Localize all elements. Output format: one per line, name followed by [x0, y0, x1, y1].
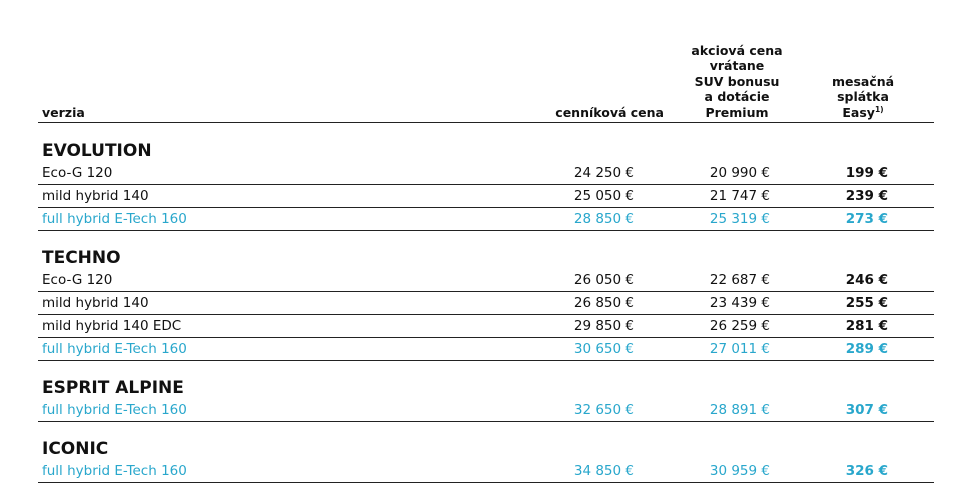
monthly-payment-cell: 326 €: [845, 463, 888, 479]
model-group: [38, 247, 934, 361]
header-promo-line: vrátane: [709, 58, 765, 73]
header-monthly: [818, 74, 908, 121]
list-price-cell: 32 650 €: [573, 402, 634, 418]
monthly-payment-cell: 199 €: [845, 165, 888, 181]
promo-price-cell: 30 959 €: [709, 463, 770, 479]
header-promo-price: [674, 43, 800, 121]
table-row: [38, 338, 934, 361]
table-row: [38, 460, 934, 483]
header-version: verzia: [42, 104, 85, 120]
model-group: [38, 140, 934, 231]
monthly-payment-cell: 255 €: [845, 295, 888, 311]
monthly-payment-cell: 289 €: [845, 341, 888, 357]
promo-price-cell: 22 687 €: [709, 272, 770, 288]
list-price-cell: 30 650 €: [573, 341, 634, 357]
list-price-cell: 24 250 €: [573, 165, 634, 181]
list-price-cell: 25 050 €: [573, 188, 634, 204]
monthly-payment-cell: 239 €: [845, 188, 888, 204]
header-monthly-line: mesačná: [831, 73, 895, 89]
promo-price-cell: 27 011 €: [709, 341, 770, 357]
promo-price-cell: 20 990 €: [709, 165, 770, 181]
promo-price-cell: 23 439 €: [709, 295, 770, 311]
header-promo-line: a dotácie: [704, 89, 770, 104]
monthly-payment-cell: 246 €: [845, 272, 888, 288]
table-row: [38, 162, 934, 185]
header-list-price: cenníková cena: [555, 104, 664, 120]
list-price-cell: 29 850 €: [573, 318, 634, 334]
version-cell: full hybrid E-Tech 160: [42, 211, 187, 227]
promo-price-cell: 26 259 €: [709, 318, 770, 334]
monthly-payment-cell: 307 €: [845, 402, 888, 418]
list-price-cell: 28 850 €: [573, 211, 634, 227]
version-cell: mild hybrid 140: [42, 188, 149, 204]
footnote-marker: 1): [874, 104, 884, 114]
model-group: [38, 377, 934, 422]
table-row: [38, 269, 934, 292]
table-row: [38, 185, 934, 208]
header-promo-line: SUV bonusu: [694, 73, 780, 89]
header-promo-line: Premium: [705, 104, 769, 120]
promo-price-cell: 25 319 €: [709, 211, 770, 227]
version-cell: Eco-G 120: [42, 165, 113, 181]
list-price-cell: 26 050 €: [573, 272, 634, 288]
version-cell: Eco-G 120: [42, 272, 113, 288]
header-monthly-easy: Easy: [842, 104, 875, 120]
monthly-payment-cell: 281 €: [845, 318, 888, 334]
header-promo-line: akciová cena: [691, 42, 783, 58]
promo-price-cell: 28 891 €: [709, 402, 770, 418]
group-title: EVOLUTION: [42, 141, 152, 161]
version-cell: mild hybrid 140: [42, 295, 149, 311]
table-row: [38, 315, 934, 338]
version-cell: full hybrid E-Tech 160: [42, 463, 187, 479]
version-cell: mild hybrid 140 EDC: [42, 318, 182, 334]
model-group: [38, 438, 934, 483]
list-price-cell: 26 850 €: [573, 295, 634, 311]
group-title: TECHNO: [42, 248, 121, 268]
table-header: [38, 34, 934, 123]
table-row: [38, 399, 934, 422]
promo-price-cell: 21 747 €: [709, 188, 770, 204]
table-row: [38, 292, 934, 315]
group-title: ICONIC: [42, 439, 109, 459]
list-price-cell: 34 850 €: [573, 463, 634, 479]
header-monthly-line: splátka: [837, 89, 889, 104]
table-body: [38, 140, 934, 483]
monthly-payment-cell: 273 €: [845, 211, 888, 227]
table-row: [38, 208, 934, 231]
group-title: ESPRIT ALPINE: [42, 378, 184, 398]
header-monthly-line: [818, 105, 908, 121]
price-table: [38, 34, 934, 483]
version-cell: full hybrid E-Tech 160: [42, 402, 187, 418]
version-cell: full hybrid E-Tech 160: [42, 341, 187, 357]
